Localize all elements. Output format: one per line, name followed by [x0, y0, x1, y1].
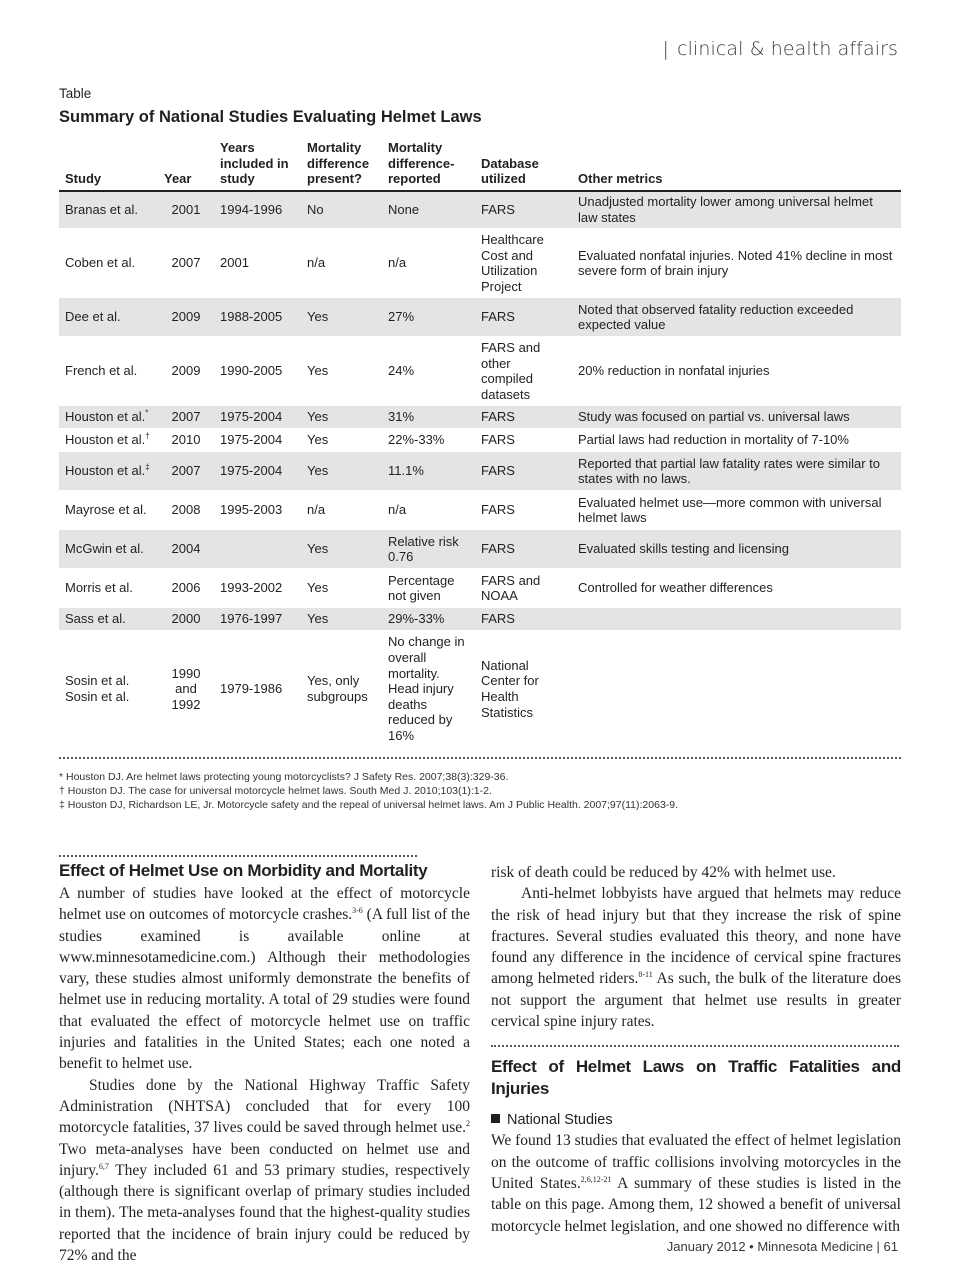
cell-metrics: Controlled for weather differences — [578, 580, 773, 596]
cell-study: Branas et al. — [59, 191, 158, 229]
col-study: Study — [65, 171, 102, 187]
cell-metrics: 20% reduction in nonfatal injuries — [578, 363, 770, 379]
col-database: Database utilized — [481, 155, 539, 187]
cell-year: 2007 — [171, 255, 201, 271]
table-title: Summary of National Studies Evaluating Helmet Laws — [59, 108, 482, 126]
cell-present: Yes — [301, 608, 382, 631]
studies-table — [59, 140, 901, 747]
cell-metrics: Unadjusted mortality lower among universal helmet law states — [572, 191, 901, 229]
cell-study: McGwin et al. — [59, 530, 158, 569]
cell-year: 2007 — [158, 406, 214, 429]
table-row — [59, 406, 901, 429]
cell-database: National Center for Health Statistics — [481, 657, 539, 720]
cell-reported: n/a — [388, 255, 407, 271]
cell-year: 2001 — [158, 191, 214, 229]
cell-year: 2004 — [158, 530, 214, 569]
paragraph: We found 13 studies that evaluated the effect of helmet legislation on the outcome of traffic collisions involving motorcycles in the United States.$^{2,6,12-21}$ A summary of these studies is listed in the table on this page. Among them, 12 showed a benefit of universal motorcycle helmet legislation, and one showed no difference with — [491, 1132, 901, 1235]
cell-present: n/a — [307, 502, 326, 518]
cell-reported: 11.1% — [382, 452, 475, 491]
table-row — [59, 491, 901, 530]
cell-metrics: Noted that observed fatality reduction exceeded expected value — [572, 298, 901, 337]
cell-present: No — [301, 191, 382, 229]
cell-year: 2009 — [171, 363, 201, 379]
cell-metrics: Reported that partial law fatality rates were similar to states with no laws. — [572, 452, 901, 491]
cell-year: 2007 — [158, 452, 214, 491]
cell-metrics: Evaluated nonfatal injuries. Noted 41% decline in most severe form of brain injury — [578, 247, 893, 279]
cell-years: 1990-2005 — [220, 363, 283, 379]
cell-reported: 29%-33% — [382, 608, 475, 631]
cell-study: Morris et al. — [65, 580, 133, 596]
cell-study: Sass et al. — [59, 608, 158, 631]
cell-reported: 27% — [382, 298, 475, 337]
cell-present: Yes — [307, 363, 329, 379]
cell-study: Mayrose et al. — [65, 502, 147, 518]
paragraph: Studies done by the National Highway Traffic Safety Administration (NHTSA) concluded that for every 100 motorcycle fatalities, 37 lives could be saved through helmet use.$^2$ Two meta-analyses have been conducted on helmet use and injury.$^{6,7}$ They included 61 and 53 primary studies, respectively (although there is significant overlap of primary studies included in them). The meta-analyses found that the highest-quality studies reported that the incidence of brain injury could be reduced by 72% and the — [59, 1076, 470, 1265]
cell-year: 2000 — [158, 608, 214, 631]
cell-year: 2008 — [171, 502, 201, 518]
cell-database: FARS — [475, 608, 572, 631]
table-row — [59, 229, 901, 298]
cell-reported: None — [382, 191, 475, 229]
paragraph: Anti-helmet lobbyists have argued that helmets may reduce the risk of head injury but that they increase the risk of spine fractures. Several studies evaluated this theory, and none have found any difference in the incidence of cervical spine fractures among helmeted riders.$^{8-11}$ As such, the bulk of the literature does not support the argument that helmet use results in greater cervical spine injury rates. — [491, 885, 901, 1031]
cell-years: 1975-2004 — [214, 452, 301, 491]
table-row — [59, 298, 901, 337]
col-mortality-present: Mortality difference present? — [307, 140, 370, 187]
footnotes — [59, 770, 678, 812]
cell-present: Yes, only subgroups — [307, 673, 368, 705]
cell-year: 2006 — [171, 580, 201, 596]
cell-present: Yes — [307, 432, 329, 448]
cell-years: 1979-1986 — [220, 681, 283, 697]
cell-reported: n/a — [388, 502, 407, 518]
col-year: Year — [164, 171, 192, 187]
cell-year: 2010 — [171, 432, 201, 448]
cell-metrics — [572, 608, 901, 631]
cell-database: FARS — [481, 432, 515, 448]
article-column-left — [59, 860, 470, 1266]
footnote: * Houston DJ. Are helmet laws protecting young motorcyclists? J Safety Res. 2007;38(3):329-36. — [59, 771, 509, 783]
paragraph: A number of studies have looked at the effect of motorcycle helmet use on outcomes of motorcycle crashes.$^{3-6}$ (A full list of the studies examined is available online at www.minnesotamedicine.com.) Although their methodologies vary, these studies almost uniformly demonstrate the benefits of helmet use in reducing mortality. A total of 29 studies were found that evaluated the effect of motorcycle helmet use on traffic injuries and fatalities in the United States; each one noted a benefit to helmet use. — [59, 885, 470, 1073]
cell-years: 1993-2002 — [220, 580, 283, 596]
table-row — [59, 429, 901, 452]
cell-years: 1994-1996 — [214, 191, 301, 229]
cell-year: 2009 — [158, 298, 214, 337]
divider — [59, 757, 901, 759]
section-name: clinical & health affairs — [677, 38, 898, 60]
table-row — [59, 530, 901, 569]
cell-database: FARS and NOAA — [481, 572, 541, 604]
cell-study: Houston et al.‡ — [59, 452, 158, 491]
footnote: ‡ Houston DJ, Richardson LE, Jr. Motorcycle safety and the repeal of universal helmet laws. Am J Public Health. 2007;97(11):2063-9. — [59, 799, 679, 811]
cell-study: Sosin et al. Sosin et al. — [65, 673, 130, 705]
cell-study: Dee et al. — [59, 298, 158, 337]
square-bullet-icon — [491, 1114, 500, 1123]
cell-reported: Relative risk 0.76 — [382, 530, 475, 569]
table-header-row — [59, 140, 901, 191]
subsection-heading: National Studies — [491, 1110, 901, 1130]
col-years-included: Years included in study — [220, 140, 289, 187]
cell-years: 1995-2003 — [220, 502, 283, 518]
table-label: Table — [59, 86, 92, 101]
cell-years: 1976-1997 — [214, 608, 301, 631]
cell-database: FARS — [475, 452, 572, 491]
cell-metrics: Partial laws had reduction in mortality of 7-10% — [578, 432, 849, 448]
table-row — [59, 569, 901, 608]
cell-database: FARS — [481, 502, 515, 518]
cell-reported: No change in overall mortality. Head injury deaths reduced by 16% — [388, 634, 465, 744]
section-header: | clinical & health affairs — [662, 38, 898, 60]
cell-present: Yes — [301, 298, 382, 337]
cell-database: FARS — [475, 530, 572, 569]
cell-years: 1975-2004 — [220, 432, 283, 448]
cell-years: 1988-2005 — [214, 298, 301, 337]
cell-present: n/a — [307, 255, 326, 271]
cell-metrics — [572, 631, 901, 747]
article-column-right — [491, 862, 901, 1237]
section-heading: Effect of Helmet Laws on Traffic Fatalities and Injuries — [491, 1057, 901, 1099]
cell-reported: 31% — [382, 406, 475, 429]
cell-study: Houston et al.* — [59, 406, 158, 429]
cell-years — [214, 530, 301, 569]
cell-study: Houston et al.† — [65, 432, 150, 448]
cell-database: FARS and other compiled datasets — [481, 340, 541, 402]
cell-reported: Percentage not given — [388, 572, 455, 604]
cell-metrics: Evaluated helmet use—more common with universal helmet laws — [578, 494, 882, 526]
table-row — [59, 631, 901, 747]
cell-database: FARS — [475, 298, 572, 337]
cell-database: Healthcare Cost and Utilization Project — [481, 232, 544, 294]
cell-year: 1990 and 1992 — [171, 665, 201, 712]
cell-metrics: Evaluated skills testing and licensing — [572, 530, 901, 569]
cell-metrics: Study was focused on partial vs. universal laws — [572, 406, 901, 429]
table-row — [59, 337, 901, 406]
cell-present: Yes — [301, 406, 382, 429]
cell-years: 1975-2004 — [214, 406, 301, 429]
cell-study: Coben et al. — [65, 255, 136, 271]
table-row — [59, 191, 901, 229]
divider — [59, 855, 417, 857]
cell-present: Yes — [307, 580, 329, 596]
cell-study: French et al. — [65, 363, 138, 379]
cell-present: Yes — [301, 530, 382, 569]
page-footer: January 2012 • Minnesota Medicine | 61 — [666, 1239, 898, 1254]
section-heading: Effect of Helmet Use on Morbidity and Mortality — [59, 861, 428, 880]
cell-reported: 22%-33% — [388, 432, 445, 448]
footnote: † Houston DJ. The case for universal motorcycle helmet laws. South Med J. 2010;103(1):1-2. — [59, 785, 492, 797]
cell-database: FARS — [475, 406, 572, 429]
cell-database: FARS — [475, 191, 572, 229]
cell-years: 2001 — [220, 255, 249, 271]
cell-present: Yes — [301, 452, 382, 491]
table-row — [59, 608, 901, 631]
cell-reported: 24% — [388, 363, 415, 379]
col-mortality-reported: Mortality difference- reported — [388, 140, 455, 187]
paragraph: risk of death could be reduced by 42% with helmet use. — [491, 864, 836, 881]
table-row — [59, 452, 901, 491]
col-other-metrics: Other metrics — [578, 171, 663, 187]
